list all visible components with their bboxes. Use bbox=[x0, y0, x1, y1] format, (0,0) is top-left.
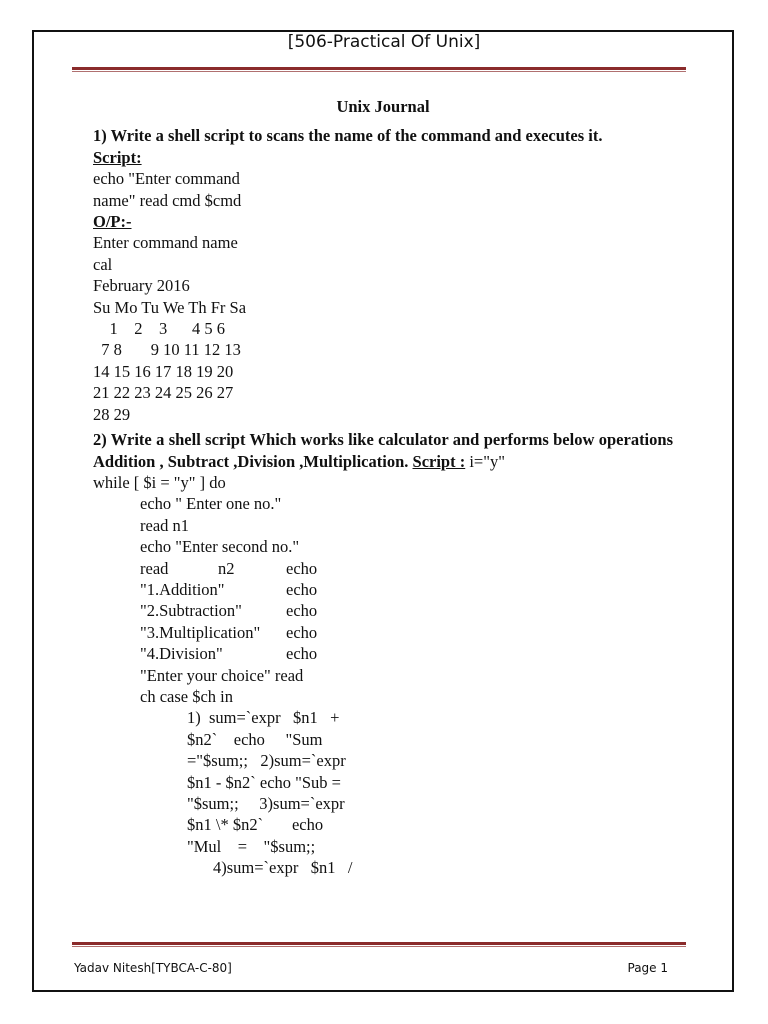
q1-output-line: February 2016 bbox=[93, 276, 190, 296]
q2-script-start: i="y" bbox=[465, 451, 505, 471]
q2-case-block-cont bbox=[93, 857, 673, 878]
script-line: ="$sum;; 2)sum=`expr bbox=[187, 751, 346, 771]
script-line: 4)sum=`expr $n1 / bbox=[213, 858, 353, 878]
journal-title: Unix Journal bbox=[336, 97, 430, 116]
q1-script-line: echo "Enter command bbox=[93, 169, 240, 189]
q2-while-line: while [ $i = "y" ] do bbox=[93, 472, 226, 492]
q1-output-label: O/P:- bbox=[93, 212, 132, 232]
script-line: "3.Multiplication" echo bbox=[140, 622, 318, 642]
script-line: echo "Enter second no." bbox=[140, 537, 300, 557]
question-2 bbox=[93, 429, 673, 472]
script-line: "4.Division" echo bbox=[140, 644, 318, 664]
q2-script-block bbox=[93, 493, 673, 707]
script-line: read n1 bbox=[140, 515, 190, 535]
q2-script-label: Script : bbox=[412, 451, 466, 471]
script-line: "2.Subtraction" echo bbox=[140, 601, 318, 621]
header-rule bbox=[72, 67, 686, 72]
q1-output-line: cal bbox=[93, 254, 113, 274]
script-line: $n2` echo "Sum bbox=[187, 729, 323, 749]
q1-output-line: 7 8 9 10 11 12 13 bbox=[93, 340, 241, 360]
script-line: 1) sum=`expr $n1 + bbox=[187, 708, 340, 728]
script-line: read n2 echo bbox=[140, 558, 318, 578]
script-line: echo " Enter one no." bbox=[140, 494, 282, 514]
script-line: "Enter your choice" read bbox=[140, 665, 304, 685]
q1-output-line: 1 2 3 4 5 6 bbox=[93, 319, 225, 339]
q1-output-line: 28 29 bbox=[93, 404, 131, 424]
q1-script-line: name" read cmd $cmd bbox=[93, 190, 242, 210]
footer-rule bbox=[72, 942, 686, 947]
q1-output-line: 14 15 16 17 18 19 20 bbox=[93, 361, 234, 381]
script-line: ch case $ch in bbox=[140, 686, 233, 706]
q2-case-block bbox=[93, 707, 673, 857]
q1-output-line: 21 22 23 24 25 26 27 bbox=[93, 383, 234, 403]
script-line: $n1 - $n2` echo "Sub = bbox=[187, 772, 341, 792]
question-1: 1) Write a shell script to scans the name of the command and executes it. bbox=[93, 126, 603, 146]
q1-output-line: Su Mo Tu We Th Fr Sa bbox=[93, 297, 247, 317]
footer-author: Yadav Nitesh[TYBCA-C-80] bbox=[74, 961, 232, 975]
question-2-text: 2) Write a shell script Which works like calculator and performs below operations Addition , Subtract ,Division ,Multiplication. bbox=[93, 430, 673, 471]
script-line: "1.Addition" echo bbox=[140, 579, 318, 599]
page-header-title: [506-Practical Of Unix] bbox=[287, 32, 481, 52]
script-line: "$sum;; 3)sum=`expr bbox=[187, 794, 345, 813]
q1-output-line: Enter command name bbox=[93, 233, 238, 253]
script-line: $n1 \* $n2` echo bbox=[187, 815, 324, 835]
document-body bbox=[93, 96, 673, 879]
footer-page-number: Page 1 bbox=[627, 961, 668, 975]
q1-script-label: Script: bbox=[93, 147, 142, 167]
script-line: "Mul = "$sum;; bbox=[187, 836, 316, 856]
